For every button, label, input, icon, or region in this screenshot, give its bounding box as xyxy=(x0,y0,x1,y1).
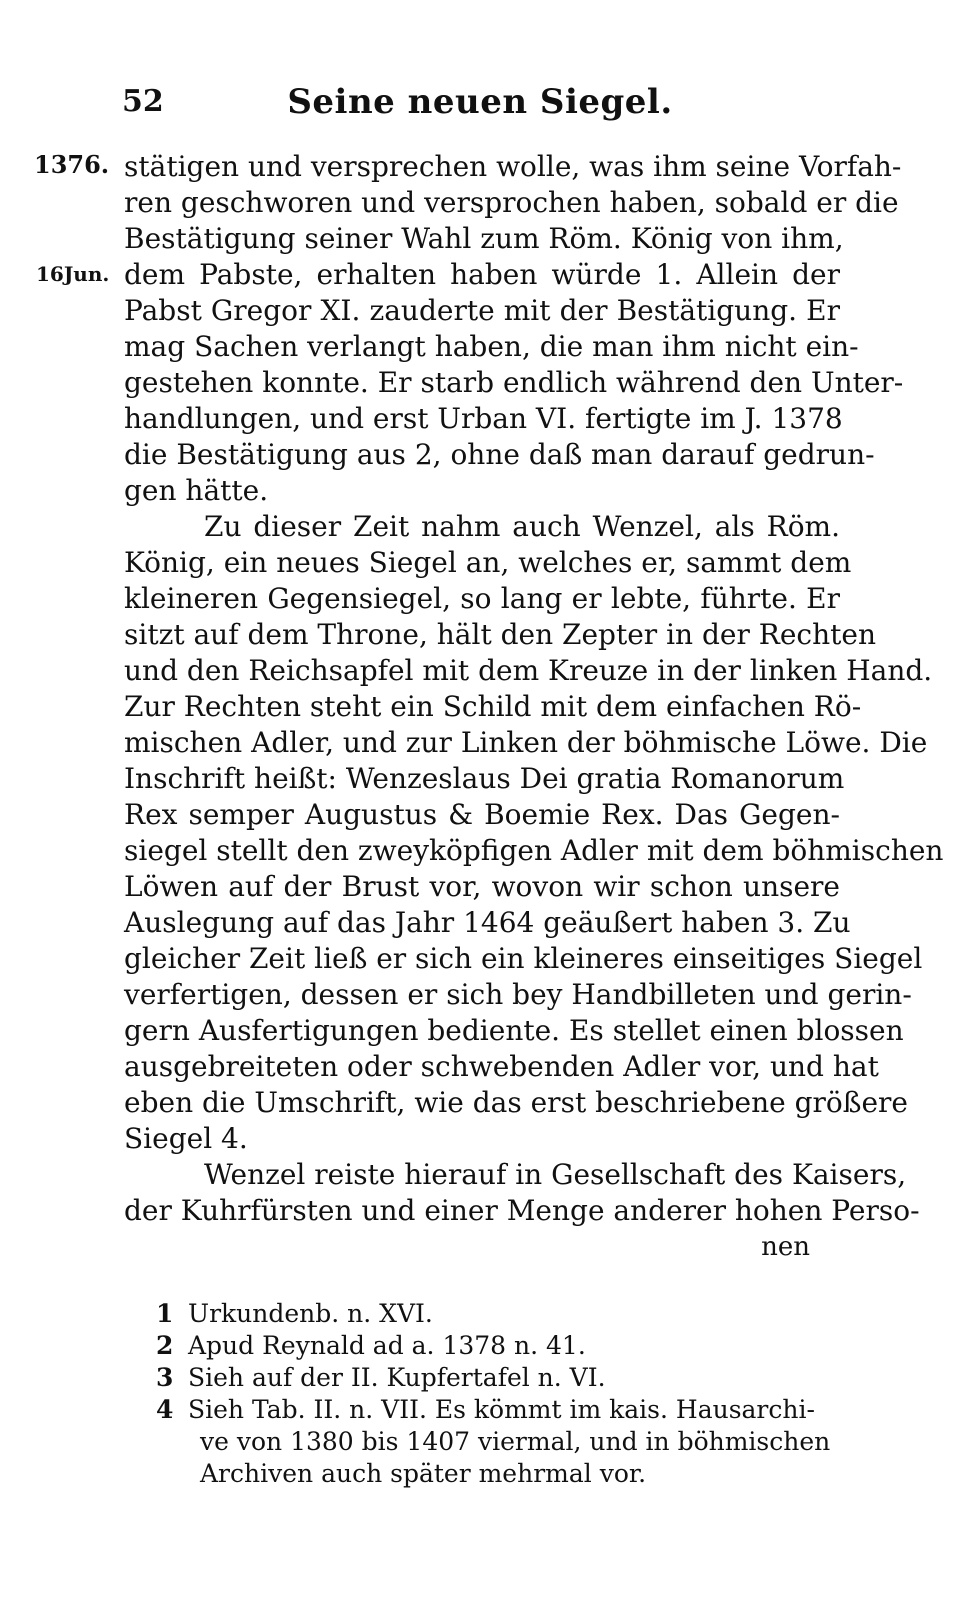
text-line: Bestätigung seiner Wahl zum Röm. König von ihm, xyxy=(124,222,844,255)
text-line: gestehen konnte. Er starb endlich während den Unter- xyxy=(124,366,904,399)
text-line: eben die Umschrift, wie das erst beschriebene größere xyxy=(124,1086,908,1119)
text-line: handlungen, und erst Urban VI. fertigte im J. 1378 xyxy=(124,402,843,435)
margin-note-date: 16Jun. xyxy=(36,262,110,286)
text-line: Löwen auf der Brust vor, wovon wir schon unsere xyxy=(124,870,840,903)
footnote-number: 1 xyxy=(156,1299,174,1328)
text-line: mag Sachen verlangt haben, die man ihm nicht ein- xyxy=(124,330,859,363)
text-line: Pabst Gregor XI. zauderte mit der Bestätigung. Er xyxy=(124,294,840,327)
footnote xyxy=(156,1362,606,1393)
text-line: Rex semper Augustus & Boemie Rex. Das Gegen- xyxy=(124,798,840,831)
footnote-continuation: Archiven auch später mehrmal vor. xyxy=(200,1459,647,1488)
footnote-continuation: ve von 1380 bis 1407 viermal, und in böhmischen xyxy=(200,1427,831,1456)
text-line: siegel stellt den zweyköpfigen Adler mit dem böhmischen xyxy=(124,834,944,867)
text-line: König, ein neues Siegel an, welches er, sammt dem xyxy=(124,546,852,579)
footnote xyxy=(156,1298,433,1329)
text-line: mischen Adler, und zur Linken der böhmische Löwe. Die xyxy=(124,726,928,759)
text-line: Wenzel reiste hierauf in Gesellschaft des Kaisers, xyxy=(204,1158,907,1191)
footnote-number: 4 xyxy=(156,1395,174,1424)
running-title: Seine neuen Siegel. xyxy=(287,82,673,122)
text-line: gleicher Zeit ließ er sich ein kleineres einseitiges Siegel xyxy=(124,942,923,975)
text-line: stätigen und versprechen wolle, was ihm seine Vorfah- xyxy=(124,150,902,183)
text-line: Zur Rechten steht ein Schild mit dem einfachen Rö- xyxy=(124,690,862,723)
text-line: die Bestätigung aus 2, ohne daß man darauf gedrun- xyxy=(124,438,875,471)
text-line: dem Pabste, erhalten haben würde 1. Allein der xyxy=(124,258,840,291)
footnote xyxy=(156,1330,586,1361)
text-line: der Kuhrfürsten und einer Menge anderer hohen Perso- xyxy=(124,1194,920,1227)
text-line: Auslegung auf das Jahr 1464 geäußert haben 3. Zu xyxy=(124,906,851,939)
text-line: gern Ausfertigungen bediente. Es stellet einen blossen xyxy=(124,1014,904,1047)
page-number: 52 xyxy=(122,84,164,119)
footnote xyxy=(156,1394,815,1425)
footnote-text: Urkundenb. n. XVI. xyxy=(188,1299,433,1328)
text-line: und den Reichsapfel mit dem Kreuze in der linken Hand. xyxy=(124,654,933,687)
footnote-text: Sieh auf der II. Kupfertafel n. VI. xyxy=(188,1363,606,1392)
page-header xyxy=(120,78,840,126)
footnote-text: Apud Reynald ad a. 1378 n. 41. xyxy=(188,1331,586,1360)
catchword: nen xyxy=(761,1232,810,1262)
text-line: sitzt auf dem Throne, hält den Zepter in der Rechten xyxy=(124,618,876,651)
footnote-number: 3 xyxy=(156,1363,174,1392)
margin-note-year: 1376. xyxy=(34,150,110,179)
text-line: ausgebreiteten oder schwebenden Adler vor, und hat xyxy=(124,1050,879,1083)
text-line: gen hätte. xyxy=(124,474,269,507)
footnote-number: 2 xyxy=(156,1331,174,1360)
footnote-text: Sieh Tab. II. n. VII. Es kömmt im kais. Hausarchi- xyxy=(188,1395,815,1424)
text-line: verfertigen, dessen er sich bey Handbilleten und gerin- xyxy=(124,978,912,1011)
text-line: ren geschworen und versprochen haben, sobald er die xyxy=(124,186,899,219)
text-line: Siegel 4. xyxy=(124,1122,248,1155)
text-line: Inschrift heißt: Wenzeslaus Dei gratia Romanorum xyxy=(124,762,845,795)
text-line: kleineren Gegensiegel, so lang er lebte, führte. Er xyxy=(124,582,840,615)
text-line: Zu dieser Zeit nahm auch Wenzel, als Röm. xyxy=(204,510,840,543)
